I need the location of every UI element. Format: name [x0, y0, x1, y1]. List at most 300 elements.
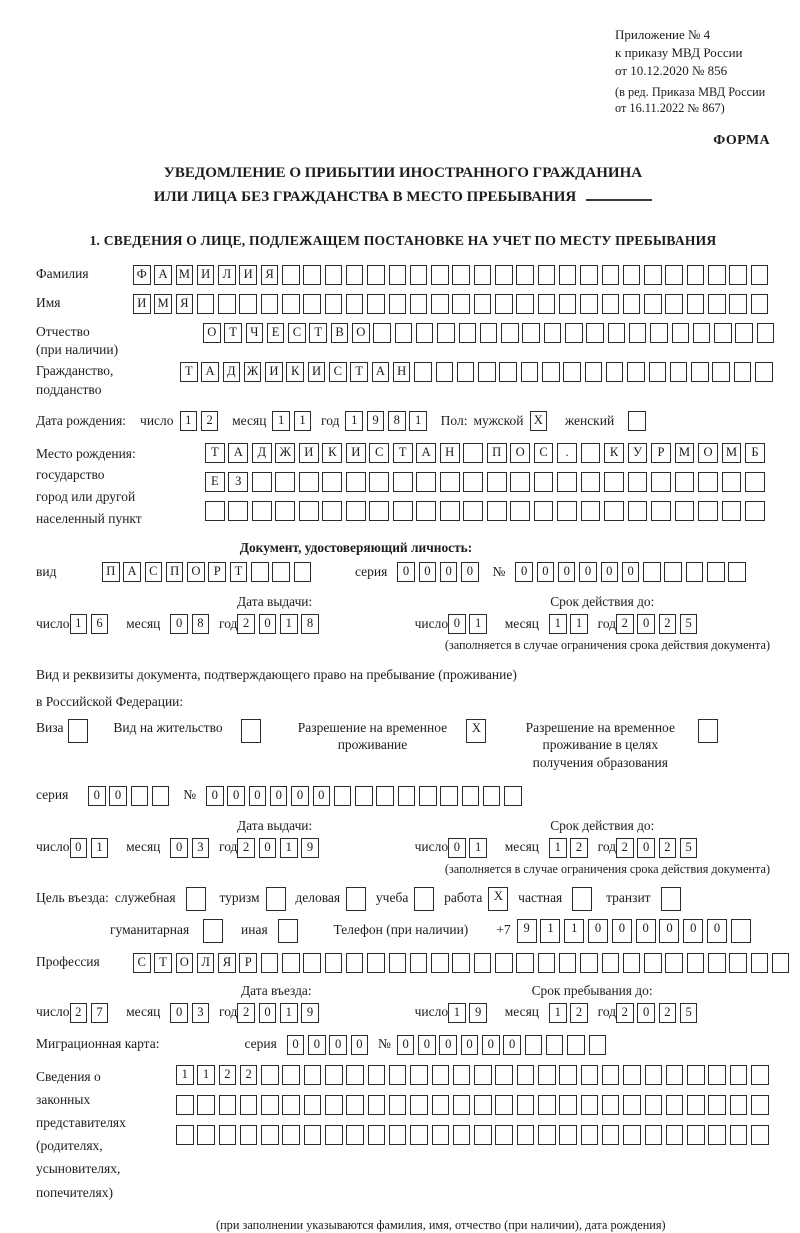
- char-cell: [728, 562, 746, 582]
- char-cell: [346, 1065, 364, 1085]
- char-cell: [628, 501, 648, 521]
- purpose-study-checkbox: [414, 887, 438, 911]
- birth-place-grid: [205, 443, 769, 530]
- char-cell: Ж: [275, 443, 295, 463]
- char-cell: 0: [637, 614, 655, 634]
- char-cell: [589, 1035, 607, 1055]
- char-cell: [521, 362, 539, 382]
- purpose-work-checkbox: [488, 887, 512, 911]
- char-cell: [495, 953, 513, 973]
- char-cell: [602, 953, 620, 973]
- char-cell: К: [286, 362, 304, 382]
- char-cell: Т: [205, 443, 225, 463]
- char-cell: [628, 411, 646, 431]
- char-cell: [440, 786, 458, 806]
- char-cell: [602, 1095, 620, 1115]
- char-cell: 0: [351, 1035, 369, 1055]
- char-cell: З: [228, 472, 248, 492]
- number-label: №: [492, 563, 506, 579]
- char-cell: А: [201, 362, 219, 382]
- char-cell: А: [372, 362, 390, 382]
- char-cell: [538, 1095, 556, 1115]
- day-label: число: [414, 615, 449, 631]
- citizenship-boxes: [180, 362, 776, 382]
- char-cell: 1: [469, 838, 487, 858]
- char-cell: [516, 265, 534, 285]
- char-cell: [538, 1065, 556, 1085]
- char-cell: 0: [579, 562, 597, 582]
- char-cell: [463, 472, 483, 492]
- doc-number-boxes: [515, 562, 749, 582]
- char-cell: [687, 294, 705, 314]
- char-cell: [602, 265, 620, 285]
- char-cell: [346, 953, 364, 973]
- char-cell: 1: [469, 614, 487, 634]
- char-cell: [414, 362, 432, 382]
- name-label: Имя: [36, 295, 61, 310]
- char-cell: 2: [237, 838, 255, 858]
- char-cell: [368, 1065, 386, 1085]
- char-cell: [367, 294, 385, 314]
- char-cell: [452, 265, 470, 285]
- char-cell: [698, 719, 718, 743]
- char-cell: [623, 1095, 641, 1115]
- char-cell: [559, 1125, 577, 1145]
- char-cell: И: [299, 443, 319, 463]
- char-cell: Р: [239, 953, 257, 973]
- char-cell: О: [187, 562, 205, 582]
- char-cell: [487, 472, 507, 492]
- char-cell: [453, 1095, 471, 1115]
- char-cell: 0: [622, 562, 640, 582]
- char-cell: Ж: [244, 362, 262, 382]
- identity-doc-heading: Документ, удостоверяющий личность:: [239, 539, 473, 555]
- char-cell: [252, 501, 272, 521]
- char-cell: [436, 362, 454, 382]
- char-cell: 0: [503, 1035, 521, 1055]
- char-cell: [355, 786, 373, 806]
- phone-prefix: +7: [496, 922, 511, 938]
- temp-residence-edu-checkbox: [698, 719, 722, 743]
- purpose-study-label: учеба: [375, 890, 409, 906]
- char-cell: С: [288, 323, 306, 343]
- char-cell: [687, 265, 705, 285]
- char-cell: [346, 887, 366, 911]
- char-cell: [722, 472, 742, 492]
- char-cell: [389, 1065, 407, 1085]
- char-cell: [534, 501, 554, 521]
- char-cell: 0: [601, 562, 619, 582]
- char-cell: [282, 953, 300, 973]
- char-cell: [665, 265, 683, 285]
- sex-female-label: женский: [564, 412, 615, 428]
- appendix-line: к приказу МВД России: [615, 44, 743, 60]
- char-cell: 0: [612, 919, 632, 943]
- char-cell: 1: [549, 614, 567, 634]
- char-cell: [516, 953, 534, 973]
- char-cell: 0: [70, 838, 88, 858]
- purpose-business-checkbox: [346, 887, 370, 911]
- char-cell: [419, 786, 437, 806]
- series-label: серия: [354, 563, 388, 579]
- char-cell: [602, 1125, 620, 1145]
- char-cell: 1: [176, 1065, 194, 1085]
- char-cell: 0: [448, 614, 466, 634]
- doc-type-boxes: [102, 562, 315, 582]
- char-cell: [745, 501, 765, 521]
- char-cell: Т: [230, 562, 248, 582]
- char-cell: [751, 265, 769, 285]
- char-cell: [474, 1095, 492, 1115]
- surname-label: Фамилия: [36, 266, 89, 281]
- char-cell: 2: [659, 838, 677, 858]
- char-cell: [275, 472, 295, 492]
- char-cell: [251, 562, 269, 582]
- char-cell: [731, 919, 751, 943]
- char-cell: [272, 562, 290, 582]
- char-cell: [501, 323, 519, 343]
- restriction-note: (заполняется в случае ограничения срока действия документа): [444, 637, 770, 652]
- char-cell: [645, 1095, 663, 1115]
- char-cell: [393, 501, 413, 521]
- valid-day-boxes: [448, 614, 491, 634]
- char-cell: [516, 294, 534, 314]
- char-cell: [581, 1095, 599, 1115]
- char-cell: 2: [659, 614, 677, 634]
- char-cell: И: [197, 265, 215, 285]
- char-cell: Д: [252, 443, 272, 463]
- char-cell: М: [154, 294, 172, 314]
- temp-residence-edu-label: Разрешение на временное проживание в целях получения образования: [525, 719, 675, 770]
- valid-until-label: Срок действия до:: [550, 817, 655, 833]
- birth-day-boxes: [180, 411, 223, 431]
- appendix-line: от 16.11.2022 № 867): [615, 101, 725, 116]
- char-cell: [410, 294, 428, 314]
- char-cell: 1: [448, 1003, 466, 1023]
- char-cell: [278, 919, 298, 943]
- char-cell: [517, 1125, 535, 1145]
- char-cell: 8: [192, 614, 210, 634]
- char-cell: [686, 562, 704, 582]
- char-cell: [304, 1095, 322, 1115]
- day-label: число: [36, 839, 70, 855]
- char-cell: С: [133, 953, 151, 973]
- char-cell: [440, 501, 460, 521]
- char-cell: 0: [206, 786, 224, 806]
- char-cell: [687, 1125, 705, 1145]
- residence-issue-year-boxes: [237, 838, 322, 858]
- char-cell: С: [534, 443, 554, 463]
- char-cell: [474, 1065, 492, 1085]
- char-cell: [693, 323, 711, 343]
- purpose-private-label: частная: [518, 890, 563, 906]
- char-cell: [282, 294, 300, 314]
- char-cell: [708, 953, 726, 973]
- birth-month-boxes: [272, 411, 315, 431]
- char-cell: Ф: [133, 265, 151, 285]
- day-label: число: [414, 839, 449, 855]
- char-cell: 0: [259, 838, 277, 858]
- char-cell: И: [346, 443, 366, 463]
- char-cell: [730, 1095, 748, 1115]
- char-cell: [346, 1125, 364, 1145]
- issue-date-label: Дата выдачи:: [237, 593, 313, 609]
- char-cell: [431, 294, 449, 314]
- visa-checkbox: [68, 719, 92, 743]
- char-cell: [203, 919, 223, 943]
- char-cell: Т: [154, 953, 172, 973]
- char-cell: [730, 1065, 748, 1085]
- residence-number-boxes: [206, 786, 525, 806]
- char-cell: 1: [549, 1003, 567, 1023]
- char-cell: 0: [588, 919, 608, 943]
- title-line-1: УВЕДОМЛЕНИЕ О ПРИБЫТИИ ИНОСТРАННОГО ГРАЖДАНИНА: [163, 165, 643, 181]
- month-label: месяц: [232, 412, 267, 428]
- valid-month-boxes: [549, 614, 592, 634]
- char-cell: 5: [680, 838, 698, 858]
- char-cell: 0: [397, 1035, 415, 1055]
- char-cell: [708, 265, 726, 285]
- char-cell: [346, 501, 366, 521]
- char-cell: [557, 501, 577, 521]
- char-cell: 9: [517, 919, 537, 943]
- char-cell: Т: [180, 362, 198, 382]
- char-cell: И: [133, 294, 151, 314]
- char-cell: 0: [461, 562, 479, 582]
- char-cell: [644, 294, 662, 314]
- entry-year-boxes: [237, 1003, 322, 1023]
- char-cell: [623, 1065, 641, 1085]
- section-1-heading: 1. СВЕДЕНИЯ О ЛИЦЕ, ПОДЛЕЖАЩЕМ ПОСТАНОВКЕ НА УЧЕТ ПО МЕСТУ ПРЕБЫВАНИЯ: [89, 233, 717, 248]
- residence-permit-label: Вид на жительство: [113, 719, 223, 735]
- day-label: число: [36, 1004, 70, 1020]
- char-cell: [346, 1095, 364, 1115]
- char-cell: [538, 953, 556, 973]
- char-cell: Ч: [246, 323, 264, 343]
- char-cell: [416, 323, 434, 343]
- char-cell: [495, 1065, 513, 1085]
- char-cell: [510, 501, 530, 521]
- char-cell: 0: [227, 786, 245, 806]
- char-cell: 0: [329, 1035, 347, 1055]
- char-cell: [483, 786, 501, 806]
- char-cell: [294, 562, 312, 582]
- form-label: ФОРМА: [713, 133, 770, 148]
- char-cell: М: [675, 443, 695, 463]
- temp-residence-label: Разрешение на временное проживание: [297, 719, 448, 753]
- char-cell: [757, 323, 775, 343]
- char-cell: [580, 953, 598, 973]
- char-cell: 5: [680, 614, 698, 634]
- char-cell: 0: [418, 1035, 436, 1055]
- char-cell: [708, 294, 726, 314]
- char-cell: [261, 953, 279, 973]
- char-cell: [474, 265, 492, 285]
- char-cell: Н: [393, 362, 411, 382]
- char-cell: 0: [558, 562, 576, 582]
- char-cell: [197, 1125, 215, 1145]
- char-cell: [585, 362, 603, 382]
- appendix-header: [615, 26, 770, 80]
- char-cell: Т: [350, 362, 368, 382]
- char-cell: 0: [637, 1003, 655, 1023]
- char-cell: 1: [570, 614, 588, 634]
- residence-doc-intro: Вид и реквизиты документа, подтверждающего право на пребывание (проживание) в Российской Федерации:: [36, 666, 517, 709]
- doc-type-label: вид: [36, 563, 57, 579]
- char-cell: [453, 1125, 471, 1145]
- year-label: год: [597, 1004, 617, 1020]
- char-cell: П: [487, 443, 507, 463]
- char-cell: [623, 953, 641, 973]
- char-cell: [410, 265, 428, 285]
- char-cell: А: [123, 562, 141, 582]
- char-cell: [261, 1095, 279, 1115]
- char-cell: [452, 953, 470, 973]
- representatives-row-1: [176, 1065, 772, 1085]
- visit-purpose-label: Цель въезда:: [36, 890, 109, 906]
- residence-series-boxes: [88, 786, 173, 806]
- char-cell: [322, 501, 342, 521]
- char-cell: [376, 786, 394, 806]
- char-cell: Н: [440, 443, 460, 463]
- char-cell: [586, 323, 604, 343]
- year-label: год: [219, 1004, 238, 1020]
- char-cell: [219, 1125, 237, 1145]
- char-cell: [538, 265, 556, 285]
- issue-date-label: Дата выдачи:: [237, 817, 313, 833]
- char-cell: [729, 294, 747, 314]
- char-cell: Т: [224, 323, 242, 343]
- year-label: год: [219, 615, 238, 631]
- residence-permit-checkbox: [241, 719, 265, 743]
- sex-male-label: мужской: [473, 412, 524, 428]
- char-cell: [567, 1035, 585, 1055]
- char-cell: [712, 362, 730, 382]
- char-cell: [687, 1095, 705, 1115]
- char-cell: 0: [170, 838, 188, 858]
- char-cell: [369, 472, 389, 492]
- char-cell: 0: [170, 614, 188, 634]
- char-cell: 2: [616, 1003, 634, 1023]
- visa-label: Виза: [36, 719, 64, 735]
- char-cell: Я: [218, 953, 236, 973]
- day-label: число: [36, 615, 70, 631]
- char-cell: [240, 1125, 258, 1145]
- char-cell: К: [322, 443, 342, 463]
- purpose-official-checkbox: [186, 887, 210, 911]
- char-cell: [755, 362, 773, 382]
- residence-valid-year-boxes: [616, 838, 701, 858]
- char-cell: 1: [280, 614, 298, 634]
- char-cell: [580, 294, 598, 314]
- char-cell: [708, 1095, 726, 1115]
- char-cell: [687, 953, 705, 973]
- char-cell: [346, 265, 364, 285]
- year-label: год: [321, 412, 340, 428]
- char-cell: [495, 265, 513, 285]
- char-cell: 9: [367, 411, 385, 431]
- series-label: серия: [244, 1036, 277, 1052]
- title-underline: [586, 199, 652, 201]
- char-cell: [730, 1125, 748, 1145]
- char-cell: [346, 472, 366, 492]
- char-cell: 0: [482, 1035, 500, 1055]
- char-cell: 0: [397, 562, 415, 582]
- char-cell: [751, 1095, 769, 1115]
- purpose-other-label: иная: [241, 922, 268, 938]
- char-cell: [282, 1125, 300, 1145]
- char-cell: [389, 265, 407, 285]
- char-cell: [745, 472, 765, 492]
- document-title: [36, 161, 770, 209]
- stay-year-boxes: [616, 1003, 701, 1023]
- char-cell: 3: [192, 1003, 210, 1023]
- char-cell: 8: [301, 614, 319, 634]
- char-cell: 3: [192, 838, 210, 858]
- profession-boxes: [133, 953, 793, 973]
- char-cell: [650, 323, 668, 343]
- representatives-grid: [176, 1065, 772, 1154]
- char-cell: [628, 472, 648, 492]
- char-cell: П: [166, 562, 184, 582]
- char-cell: [675, 472, 695, 492]
- char-cell: [651, 501, 671, 521]
- char-cell: [661, 887, 681, 911]
- stay-day-boxes: [448, 1003, 491, 1023]
- char-cell: [432, 1065, 450, 1085]
- char-cell: [478, 362, 496, 382]
- char-cell: [563, 362, 581, 382]
- char-cell: [228, 501, 248, 521]
- char-cell: [218, 294, 236, 314]
- char-cell: [325, 265, 343, 285]
- birth-year-boxes: [345, 411, 430, 431]
- char-cell: Е: [205, 472, 225, 492]
- char-cell: [559, 265, 577, 285]
- char-cell: 1: [564, 919, 584, 943]
- char-cell: [414, 887, 434, 911]
- char-cell: [410, 953, 428, 973]
- char-cell: [261, 1125, 279, 1145]
- representatives-label: Сведения о законных представителях (родителях, усыновителях, попечителях): [36, 1068, 126, 1200]
- char-cell: [322, 472, 342, 492]
- char-cell: [176, 1095, 194, 1115]
- char-cell: [504, 786, 522, 806]
- char-cell: [581, 1065, 599, 1085]
- char-cell: [581, 472, 601, 492]
- char-cell: 2: [70, 1003, 88, 1023]
- char-cell: [698, 472, 718, 492]
- char-cell: 2: [570, 1003, 588, 1023]
- char-cell: 2: [219, 1065, 237, 1085]
- sex-label: Пол:: [440, 412, 468, 428]
- char-cell: [510, 472, 530, 492]
- char-cell: [197, 294, 215, 314]
- residence-valid-day-boxes: [448, 838, 491, 858]
- char-cell: [495, 1125, 513, 1145]
- entry-date-label: Дата въезда:: [241, 982, 312, 998]
- char-cell: [581, 443, 601, 463]
- char-cell: Д: [223, 362, 241, 382]
- birth-place-label: Место рождения: государство город или другой населенный пункт: [36, 445, 142, 526]
- entry-month-boxes: [170, 1003, 213, 1023]
- char-cell: 2: [570, 838, 588, 858]
- char-cell: [581, 1125, 599, 1145]
- char-cell: [734, 362, 752, 382]
- char-cell: 0: [515, 562, 533, 582]
- patronymic-label: Отчество (при наличии): [36, 324, 119, 358]
- char-cell: [389, 1095, 407, 1115]
